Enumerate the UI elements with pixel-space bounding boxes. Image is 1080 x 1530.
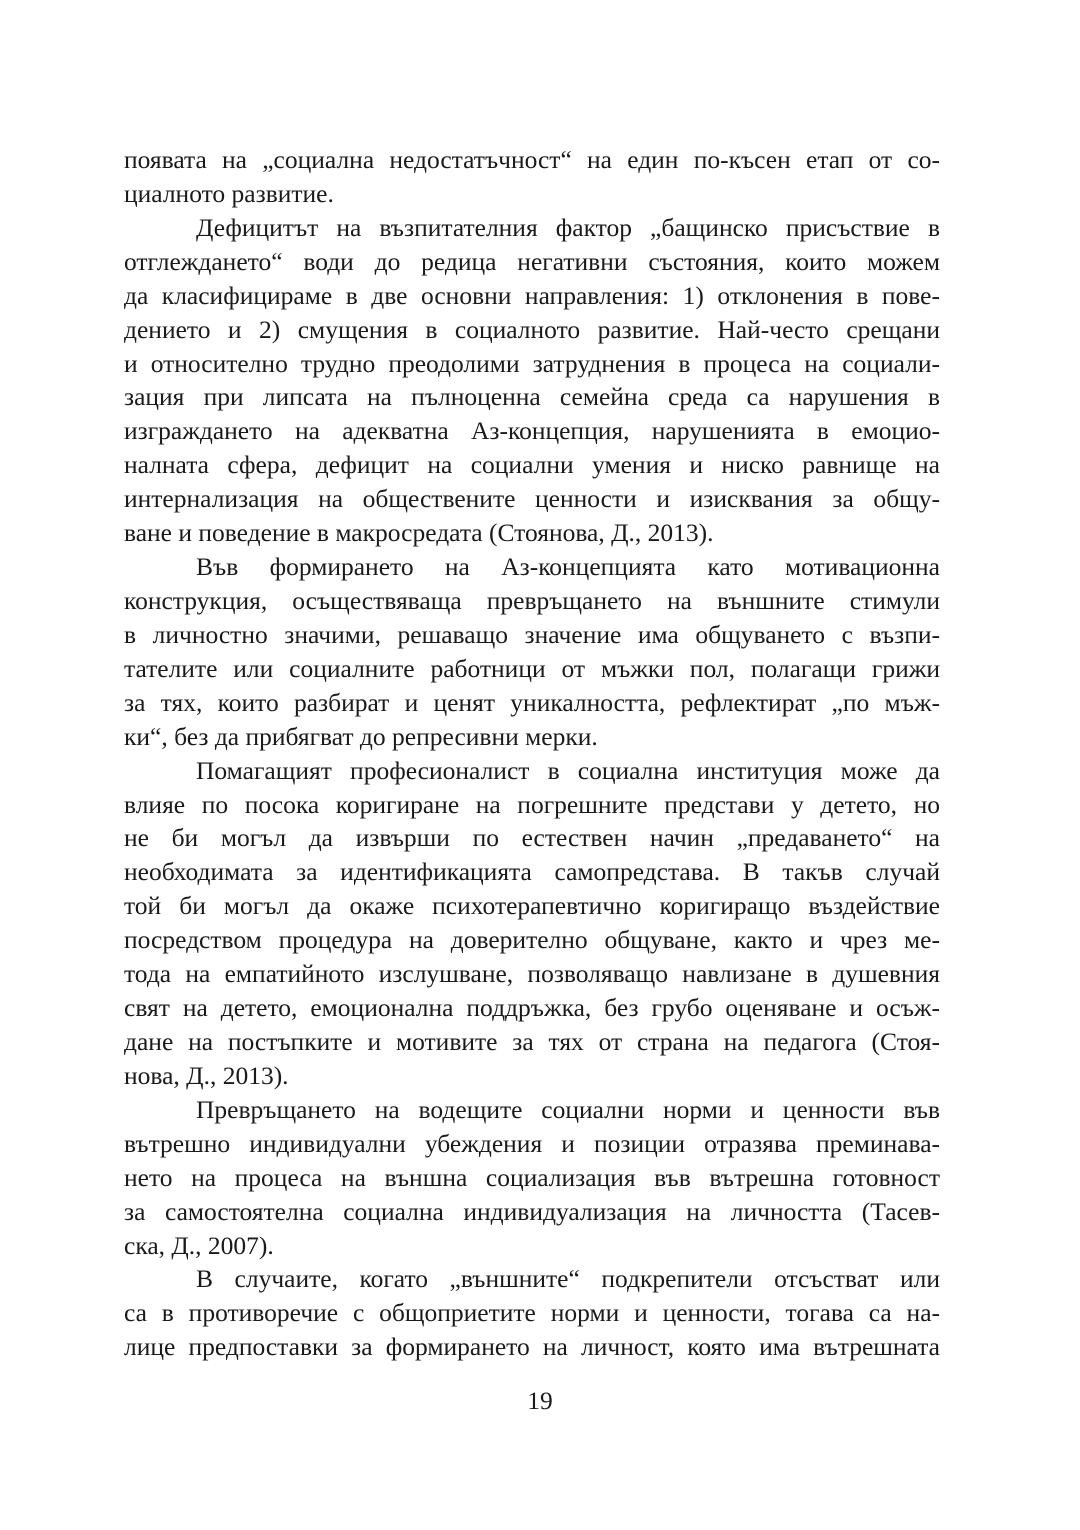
text-line: нето на процеса на външна социализация във вътрешна готовност (124, 1162, 940, 1192)
text-line: свят на детето, емоционална поддръжка, без грубо оценяване и осъж- (124, 993, 940, 1023)
text-line: Превръщането на водещите социални норми и ценности във (196, 1094, 940, 1124)
text-line: тателите или социалните работници от мъжки пол, полагащи грижи (124, 653, 940, 683)
body-text (124, 143, 940, 1364)
text-line: дението и 2) смущения в социалното развитие. Най-често срещани (124, 314, 940, 344)
page-number: 19 (527, 1386, 553, 1415)
text-line: В случаите, когато „външните“ подкрепители отсъстват или (196, 1264, 940, 1294)
text-line: налната сфера, дефицит на социални умения и ниско равнище на (124, 450, 940, 480)
text-line: изграждането на адекватна Аз-концепция, нарушенията в емоцио- (124, 416, 940, 446)
text-line: вътрешно индивидуални убеждения и позиции отразява преминава- (124, 1128, 940, 1158)
text-line: и относително трудно преодолими затруднения в процеса на социали- (124, 348, 940, 378)
text-line: в личностно значими, решаващо значение има общуването с възпи- (124, 619, 940, 649)
text-line: нова, Д., 2013). (124, 1060, 289, 1090)
text-line: посредством процедура на доверително общуване, както и чрез ме- (124, 925, 940, 955)
text-line: ване и поведение в макросредата (Стоянова, Д., 2013). (124, 518, 714, 548)
text-line: лице предпоставки за формирането на личност, която има вътрешната (124, 1332, 940, 1362)
text-line: зация при липсата на пълноценна семейна среда са нарушения в (124, 382, 940, 412)
text-line: тода на емпатийното изслушване, позволяващо навлизане в душевния (124, 959, 940, 989)
text-line: дане на постъпките и мотивите за тях от страна на педагога (Стоя- (124, 1026, 940, 1056)
text-line: да класифицираме в две основни направления: 1) отклонения в пове- (124, 280, 940, 310)
text-line: ки“, без да прибягват до репресивни мерки. (124, 721, 598, 751)
text-line: интернализация на обществените ценности и изисквания за общу- (124, 484, 940, 514)
text-line: появата на „социална недостатъчност“ на един по-късен етап от со- (124, 145, 940, 174)
text-line: конструкция, осъществяваща превръщането на външните стимули (124, 585, 940, 615)
text-line: Дефицитът на възпитателния фактор „бащинско присъствие в (196, 212, 940, 242)
text-line: не би могъл да извърши по естествен начин „предаването“ на (124, 823, 940, 853)
text-line: ска, Д., 2007). (124, 1230, 274, 1260)
text-line: са в противоречие с общоприетите норми и ценности, тогава са на- (124, 1298, 940, 1328)
text-line: за самостоятелна социална индивидуализация на личността (Тасев- (124, 1196, 940, 1226)
text-line: необходимата за идентификацията самопредстава. В такъв случай (124, 857, 940, 887)
text-line: той би могъл да окаже психотерапевтично коригиращо въздействие (124, 891, 940, 921)
text-line: за тях, които разбират и ценят уникалността, рефлектират „по мъж- (124, 687, 940, 717)
text-line: Във формирането на Аз-концепцията като мотивационна (196, 552, 940, 582)
text-line: циалното развитие. (124, 178, 334, 208)
text-line: отглеждането“ води до редица негативни състояния, които можем (124, 246, 940, 276)
text-line: Помагащият професионалист в социална институция може да (196, 755, 940, 785)
text-line: влияе по посока коригиране на погрешните представи у детето, но (124, 789, 940, 819)
